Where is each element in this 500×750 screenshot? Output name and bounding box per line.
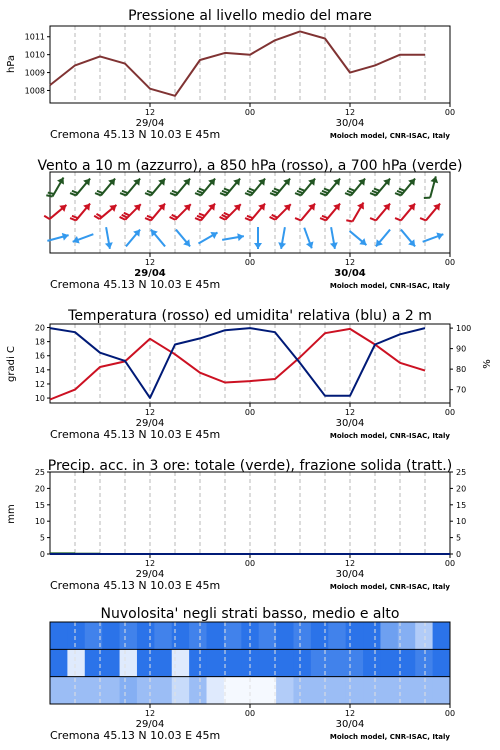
cloud-cell xyxy=(102,622,120,649)
cloud-cell xyxy=(328,649,346,676)
y-axis-left-tick-label: 10 xyxy=(34,517,45,527)
cloud-cell xyxy=(120,677,138,704)
cloud-cell xyxy=(346,649,364,676)
cloud-cell xyxy=(415,649,433,676)
x-tick-label: 12 xyxy=(344,559,356,568)
wind-barb-850 xyxy=(245,204,265,221)
cloud-cell xyxy=(415,622,433,649)
cloud-cell xyxy=(433,677,451,704)
x-tick-label: 00 xyxy=(244,709,256,718)
wind-barb-700 xyxy=(345,179,365,196)
date-label: 29/04 xyxy=(135,118,165,129)
cloud-cell xyxy=(328,677,346,704)
cloud-cell xyxy=(346,622,364,649)
y-axis-left-tick-label: 15 xyxy=(34,500,45,510)
location-label: Cremona 45.13 N 10.03 E 45m xyxy=(50,579,221,592)
cloud-cell xyxy=(50,622,68,649)
y-axis-right-tick-label: 70 xyxy=(456,385,467,395)
x-tick-label: 00 xyxy=(444,258,456,267)
wind-barb-850 xyxy=(145,204,165,221)
wind-barb-700 xyxy=(245,179,265,196)
wind-barb-10m xyxy=(330,227,338,249)
wind-barb-700 xyxy=(195,179,215,196)
y-axis-left-tick-label: 20 xyxy=(34,484,45,494)
wind-barb-10m xyxy=(376,230,390,247)
cloud-cell xyxy=(137,677,155,704)
cloud-cell xyxy=(67,622,85,649)
y-axis-left-tick-label: 0 xyxy=(39,550,45,559)
wind-barb-850 xyxy=(320,204,340,221)
x-tick-label: 12 xyxy=(344,108,356,117)
y-axis-tick-label: 1010 xyxy=(24,50,45,60)
x-tick-label: 12 xyxy=(144,258,156,267)
cloud-cell xyxy=(363,649,381,676)
y-axis-left-tick-label: 5 xyxy=(39,533,45,543)
cloud-cell xyxy=(172,649,190,676)
wind-barb-850 xyxy=(195,204,215,221)
pressure-line xyxy=(50,31,425,95)
wind-barb-10m xyxy=(176,230,190,247)
date-label: 30/04 xyxy=(335,719,365,730)
chart-title: Vento a 10 m (azzurro), a 850 hPa (rosso), a 700 hPa (verde) xyxy=(37,158,463,174)
x-tick-label: 12 xyxy=(344,258,356,267)
wind-barb-850 xyxy=(395,204,415,221)
cloud-cell xyxy=(172,622,190,649)
y-axis-right-tick-label: 0 xyxy=(456,550,462,559)
y-axis-tick-label: 1011 xyxy=(24,32,45,42)
wind-barb-850 xyxy=(70,204,90,221)
y-axis-left-tick-label: 18 xyxy=(34,337,45,347)
model-credit: Moloch model, CNR-ISAC, Italy xyxy=(329,733,450,741)
y-axis-right-tick-label: 15 xyxy=(456,500,467,510)
cloud-cell xyxy=(259,622,277,649)
y-axis-right-tick-label: 5 xyxy=(456,533,462,543)
wind-barb-10m xyxy=(423,233,444,242)
cloud-cell xyxy=(50,649,68,676)
y-axis-left-tick-label: 20 xyxy=(34,323,45,333)
wind-barb-700 xyxy=(220,179,240,196)
cloud-cell xyxy=(276,622,294,649)
cloud-cell xyxy=(380,622,398,649)
date-label: 29/04 xyxy=(134,268,166,279)
model-credit: Moloch model, CNR-ISAC, Italy xyxy=(329,132,450,140)
cloud-cell xyxy=(207,677,225,704)
cloud-cell xyxy=(67,649,85,676)
cloud-cell xyxy=(154,622,172,649)
wind-barb-700 xyxy=(270,179,290,196)
cloud-cell xyxy=(398,622,416,649)
wind-barb-10m xyxy=(254,227,262,249)
wind-barb-700 xyxy=(170,179,190,196)
model-credit: Moloch model, CNR-ISAC, Italy xyxy=(329,583,450,591)
date-label: 30/04 xyxy=(335,418,365,429)
cloud-cell xyxy=(363,622,381,649)
y-axis-right-tick-label: 20 xyxy=(456,484,467,494)
wind-barb-850 xyxy=(120,204,141,220)
y-axis-label: gradi C xyxy=(6,346,17,382)
wind-barb-850 xyxy=(295,204,315,221)
location-label: Cremona 45.13 N 10.03 E 45m xyxy=(50,428,221,441)
wind-barb-700 xyxy=(120,179,140,196)
wind-barb-10m xyxy=(126,230,140,247)
cloud-cell xyxy=(346,677,364,704)
cloud-cell xyxy=(415,677,433,704)
y-axis-right-tick-label: 80 xyxy=(456,365,467,375)
wind-barb-700 xyxy=(320,179,340,196)
cloud-cell xyxy=(293,622,311,649)
cloud-cell xyxy=(172,677,190,704)
wind-barb-850 xyxy=(220,204,241,220)
x-tick-label: 00 xyxy=(244,108,256,117)
temperature-line xyxy=(50,329,425,400)
cloud-cell xyxy=(102,649,120,676)
cloud-cell xyxy=(311,677,329,704)
pressure-chart xyxy=(0,0,500,145)
wind-barb-10m xyxy=(304,228,313,249)
x-tick-label: 12 xyxy=(344,408,356,417)
plot-frame xyxy=(50,472,450,554)
cloud-cell xyxy=(328,622,346,649)
model-credit: Moloch model, CNR-ISAC, Italy xyxy=(329,282,450,290)
wind-barb-850 xyxy=(270,204,291,220)
y-axis-left-tick-label: 25 xyxy=(34,468,45,477)
precipitation-chart xyxy=(0,450,500,600)
date-label: 30/04 xyxy=(335,569,365,580)
wind-barb-700 xyxy=(370,179,390,196)
wind-barb-700 xyxy=(70,179,90,196)
cloud-cell xyxy=(137,649,155,676)
chart-title: Nuvolosita' negli strati basso, medio e alto xyxy=(100,606,400,622)
cloud-cell xyxy=(189,649,207,676)
cloud-cell xyxy=(293,649,311,676)
x-tick-label: 00 xyxy=(444,108,456,117)
cloud-cell xyxy=(259,649,277,676)
y-axis-right-tick-label: 90 xyxy=(456,344,467,354)
wind-barb-700 xyxy=(46,177,64,196)
cloud-cell xyxy=(380,677,398,704)
y-axis-left-tick-label: 12 xyxy=(34,379,45,389)
cloud-cell xyxy=(398,649,416,676)
cloud-cell xyxy=(433,622,451,649)
y-axis-right-tick-label: 25 xyxy=(456,468,467,477)
wind-barb-10m xyxy=(350,231,367,245)
date-label: 30/04 xyxy=(335,118,365,129)
x-tick-label: 12 xyxy=(144,108,156,117)
cloud-cell xyxy=(293,677,311,704)
x-tick-label: 00 xyxy=(244,559,256,568)
wind-barb-850 xyxy=(170,204,191,220)
cloud-cell xyxy=(276,677,294,704)
wind-chart xyxy=(0,150,500,298)
wind-barb-700 xyxy=(95,179,115,196)
y-axis-tick-label: 1009 xyxy=(24,68,45,78)
cloud-cell xyxy=(224,622,242,649)
date-label: 30/04 xyxy=(334,268,366,279)
y-axis-left-tick-label: 16 xyxy=(34,351,45,361)
wind-barb-700 xyxy=(424,176,438,198)
wind-barb-850 xyxy=(346,202,364,221)
x-tick-label: 00 xyxy=(444,559,456,568)
location-label: Cremona 45.13 N 10.03 E 45m xyxy=(50,278,221,291)
cloud-cell xyxy=(154,677,172,704)
cloud-cell xyxy=(120,649,138,676)
cloud-cell xyxy=(67,677,85,704)
cloud-cell xyxy=(120,622,138,649)
cloud-cell xyxy=(207,622,225,649)
wind-barb-10m xyxy=(401,230,415,247)
wind-barb-700 xyxy=(295,179,315,196)
location-label: Cremona 45.13 N 10.03 E 45m xyxy=(50,128,221,141)
chart-title: Temperatura (rosso) ed umidita' relativa (blu) a 2 m xyxy=(68,308,432,324)
cloud-cell xyxy=(207,649,225,676)
wind-barb-10m xyxy=(73,234,94,243)
cloud-cell xyxy=(189,622,207,649)
cloud-cell xyxy=(154,649,172,676)
x-tick-label: 00 xyxy=(244,408,256,417)
y-axis-label: mm xyxy=(6,504,17,524)
x-tick-label: 00 xyxy=(444,709,456,718)
cloud-cell xyxy=(380,649,398,676)
cloud-cell xyxy=(189,677,207,704)
humidity-line xyxy=(50,328,425,398)
y-axis-right-label: % xyxy=(482,359,493,369)
date-label: 29/04 xyxy=(135,719,165,730)
model-credit: Moloch model, CNR-ISAC, Italy xyxy=(329,432,450,440)
y-axis-right-tick-label: 10 xyxy=(456,517,467,527)
x-tick-label: 12 xyxy=(344,709,356,718)
cloud-cell xyxy=(102,677,120,704)
cloud-cell xyxy=(137,622,155,649)
x-tick-label: 00 xyxy=(444,408,456,417)
cloud-cell xyxy=(311,649,329,676)
cloud-cell xyxy=(50,677,68,704)
wind-barb-850 xyxy=(420,204,440,221)
wind-barb-850 xyxy=(44,205,66,219)
cloud-cell xyxy=(224,649,242,676)
wind-barb-850 xyxy=(94,205,116,219)
cloud-cell xyxy=(276,649,294,676)
y-axis-left-tick-label: 10 xyxy=(34,394,45,404)
date-label: 29/04 xyxy=(135,418,165,429)
x-tick-label: 12 xyxy=(144,408,156,417)
x-tick-label: 12 xyxy=(144,559,156,568)
chart-title: Precip. acc. in 3 ore: totale (verde), frazione solida (tratt.) xyxy=(47,458,453,474)
cloud-cell xyxy=(363,677,381,704)
cloud-cell xyxy=(398,677,416,704)
cloud-cell xyxy=(224,677,242,704)
wind-barb-700 xyxy=(395,179,415,196)
x-tick-label: 00 xyxy=(244,258,256,267)
chart-title: Pressione al livello medio del mare xyxy=(128,8,372,24)
wind-barb-10m xyxy=(47,233,68,241)
y-axis-tick-label: 1008 xyxy=(24,86,45,96)
y-axis-left-tick-label: 14 xyxy=(34,365,45,375)
y-axis-right-tick-label: 100 xyxy=(456,324,472,334)
x-tick-label: 12 xyxy=(144,709,156,718)
cloud-cell xyxy=(311,622,329,649)
wind-barb-700 xyxy=(145,179,165,196)
date-label: 29/04 xyxy=(135,569,165,580)
cloud-cell xyxy=(433,649,451,676)
temperature-humidity-chart xyxy=(0,300,500,448)
cloud-cell xyxy=(259,677,277,704)
plot-frame xyxy=(50,324,450,403)
wind-barb-10m xyxy=(278,227,286,249)
wind-barb-10m xyxy=(105,227,113,249)
wind-barb-10m xyxy=(198,232,217,243)
wind-barb-850 xyxy=(370,204,390,221)
cloud-cover-chart xyxy=(0,600,500,750)
y-axis-label: hPa xyxy=(6,54,17,74)
wind-barb-10m xyxy=(151,230,165,247)
location-label: Cremona 45.13 N 10.03 E 45m xyxy=(50,729,221,742)
